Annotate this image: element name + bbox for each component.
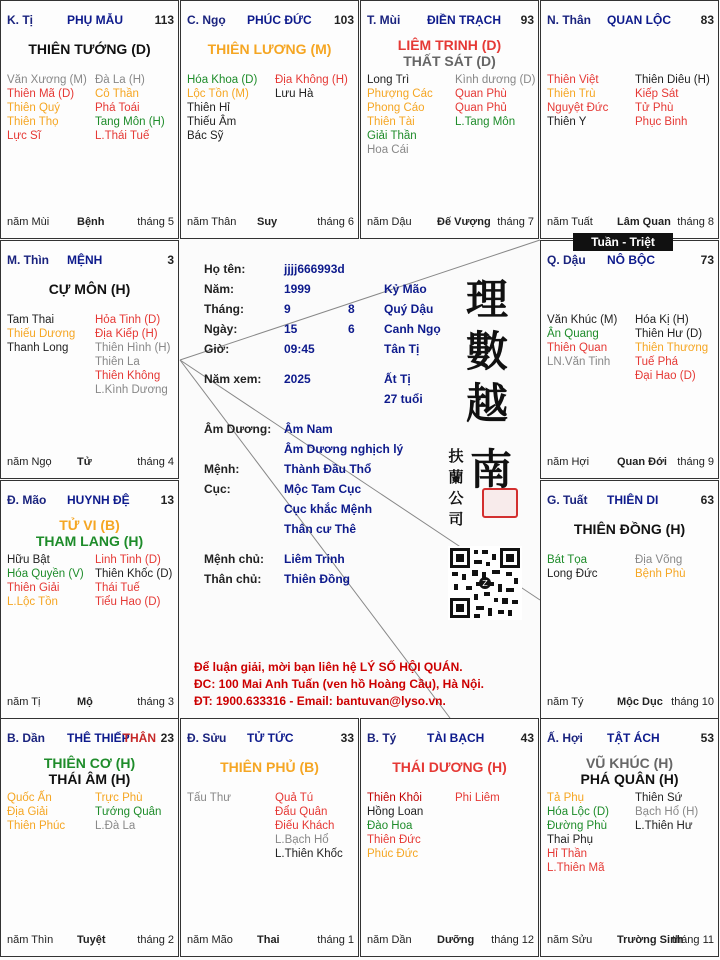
palace-header bbox=[547, 731, 714, 747]
minor-star: Hỏa Tinh (D) bbox=[95, 314, 161, 326]
minor-star: Hồng Loan bbox=[367, 806, 424, 818]
palace-header bbox=[7, 253, 174, 269]
minor-star: Thai Phụ bbox=[547, 834, 594, 846]
footer-year: năm Ngọ bbox=[7, 456, 52, 468]
footer-year: năm Thân bbox=[187, 216, 237, 228]
minor-star: Địa Kiếp (H) bbox=[95, 328, 158, 340]
footer-stage: Suy bbox=[257, 216, 278, 228]
seal-char: 司 bbox=[448, 510, 464, 528]
minor-star: L.Thiên Khốc bbox=[275, 848, 343, 860]
minor-star: Tam Thai bbox=[7, 314, 55, 326]
minor-star: Hóa Kị (H) bbox=[635, 314, 689, 326]
info-value: 27 tuổi bbox=[384, 392, 423, 406]
minor-star: Thiên La bbox=[95, 356, 140, 368]
main-star: LIÊM TRINH (D) bbox=[397, 37, 502, 53]
palace-footer bbox=[7, 216, 174, 230]
palace-cell-ty[interactable] bbox=[0, 0, 179, 239]
info-label: Mệnh chủ: bbox=[204, 552, 264, 566]
minor-star: Địa Giải bbox=[7, 806, 48, 818]
minor-star: Thiên Tài bbox=[367, 116, 415, 128]
minor-stars-left bbox=[547, 313, 617, 369]
minor-star: Nguyệt Đức bbox=[547, 102, 609, 114]
footer-stage: Quan Đới bbox=[617, 456, 667, 468]
palace-age: 113 bbox=[154, 13, 174, 27]
info-value: Ất Tị bbox=[384, 372, 411, 386]
branch-label: Q. Dậu bbox=[547, 253, 586, 267]
info-value: 9 bbox=[284, 302, 291, 316]
main-star: THÁI DƯƠNG (H) bbox=[392, 759, 507, 775]
minor-star: Thiên Quan bbox=[547, 342, 608, 354]
minor-star: Phong Cáo bbox=[367, 102, 425, 114]
minor-stars-left bbox=[547, 73, 608, 129]
minor-star: Địa Võng bbox=[635, 554, 683, 566]
minor-star: Quả Tú bbox=[275, 792, 314, 804]
minor-star: Trực Phù bbox=[95, 792, 143, 804]
minor-star: Lộc Tồn (M) bbox=[187, 88, 249, 100]
palace-header bbox=[7, 731, 174, 747]
palace-cell-dan[interactable] bbox=[0, 718, 179, 957]
info-value: 6 bbox=[348, 322, 355, 336]
palace-cell-suu[interactable] bbox=[180, 718, 359, 957]
palace-cell-than[interactable] bbox=[540, 0, 719, 239]
footer-year: năm Dần bbox=[367, 934, 412, 946]
minor-star: L.Thiên Mã bbox=[547, 862, 605, 874]
minor-star: Thiên Quý bbox=[7, 102, 61, 114]
info-label: Ngày: bbox=[204, 322, 238, 336]
main-star: THIÊN LƯƠNG (M) bbox=[207, 41, 332, 57]
minor-star: L.Kình Dương bbox=[95, 384, 168, 396]
minor-star: Tử Phù bbox=[635, 102, 674, 114]
seal-text bbox=[446, 446, 466, 530]
footer-stage: Thai bbox=[257, 934, 280, 946]
main-star: TỬ VI (B) bbox=[59, 517, 120, 533]
seal-char: 扶 bbox=[448, 447, 464, 465]
branch-label: Đ. Sửu bbox=[187, 731, 227, 745]
palace-name: THÊ THIẾP bbox=[67, 731, 130, 745]
seal-char: 蘭 bbox=[448, 468, 464, 486]
palace-name: HUYNH ĐỆ bbox=[67, 493, 130, 507]
minor-stars-right bbox=[275, 791, 343, 861]
footer-stage: Mộc Dục bbox=[617, 696, 663, 708]
palace-header bbox=[187, 731, 354, 747]
palace-footer bbox=[547, 216, 714, 230]
minor-star: Thiên Diêu (H) bbox=[635, 74, 710, 86]
minor-star: Thiên Hỉ bbox=[187, 102, 230, 114]
footer-month: tháng 5 bbox=[137, 216, 174, 228]
minor-star: Hoa Cái bbox=[367, 144, 409, 156]
minor-star: Hữu Bật bbox=[7, 554, 50, 566]
footer-year: năm Dậu bbox=[367, 216, 412, 228]
palace-footer bbox=[7, 696, 174, 710]
branch-label: G. Tuất bbox=[547, 493, 588, 507]
minor-star: Bệnh Phù bbox=[635, 568, 686, 580]
minor-star: Bạch Hổ (H) bbox=[635, 806, 699, 818]
palace-age: 63 bbox=[700, 493, 714, 507]
minor-star: Điếu Khách bbox=[275, 820, 335, 832]
minor-star: Thiên Phúc bbox=[7, 820, 66, 832]
minor-stars-right bbox=[275, 73, 348, 101]
minor-star: Lực Sĩ bbox=[7, 130, 41, 142]
minor-star: L.Tang Môn bbox=[455, 116, 516, 128]
minor-star: Văn Xương (M) bbox=[7, 74, 87, 86]
branch-label: T. Mùi bbox=[367, 13, 401, 27]
minor-stars-left bbox=[547, 553, 598, 581]
minor-stars-right bbox=[455, 791, 500, 805]
palace-footer bbox=[367, 216, 534, 230]
palace-age: 103 bbox=[333, 13, 354, 27]
minor-star: Đường Phù bbox=[547, 820, 607, 832]
minor-star: Thanh Long bbox=[7, 342, 69, 354]
palace-header bbox=[367, 731, 534, 747]
calli-char: 數 bbox=[466, 327, 509, 376]
palace-footer bbox=[187, 216, 354, 230]
info-value: Quý Dậu bbox=[384, 302, 434, 316]
footer-year: năm Thìn bbox=[7, 934, 54, 946]
red-seal-stamp bbox=[482, 488, 518, 518]
palace-age: 73 bbox=[700, 253, 714, 267]
palace-name: THIÊN DI bbox=[607, 493, 659, 507]
palace-cell-mao[interactable] bbox=[0, 480, 179, 719]
footer-month: tháng 12 bbox=[491, 934, 534, 946]
contact-line-1: Để luận giải, mời bạn liên hệ LÝ SỐ HỘI QUÁN. bbox=[194, 660, 463, 674]
main-star: THÁI ÂM (H) bbox=[48, 771, 131, 787]
minor-star: Thiên Giải bbox=[7, 582, 60, 594]
palace-header bbox=[547, 253, 714, 269]
main-star: THIÊN CƠ (H) bbox=[43, 755, 136, 771]
info-value: 2025 bbox=[284, 372, 311, 386]
calli-char: 理 bbox=[466, 275, 509, 324]
minor-star: Hóa Khoa (D) bbox=[187, 74, 258, 86]
palace-header bbox=[7, 13, 174, 29]
minor-star: Hóa Lộc (D) bbox=[547, 806, 609, 818]
info-label: Tháng: bbox=[204, 302, 244, 316]
minor-star: Hỉ Thần bbox=[547, 848, 588, 860]
palace-age: 53 bbox=[700, 731, 714, 745]
palace-age: 33 bbox=[340, 731, 354, 745]
minor-star: Văn Khúc (M) bbox=[547, 314, 618, 326]
palace-footer bbox=[367, 934, 534, 948]
minor-stars-left bbox=[7, 73, 87, 143]
minor-star: Linh Tinh (D) bbox=[95, 554, 161, 566]
minor-star: Thiên Hư (D) bbox=[635, 328, 703, 340]
minor-star: L.Đà La bbox=[95, 820, 136, 832]
footer-stage: Dưỡng bbox=[437, 934, 475, 946]
minor-stars-right bbox=[95, 313, 170, 397]
minor-stars-left bbox=[187, 791, 231, 805]
main-star: PHÁ QUÂN (H) bbox=[580, 771, 679, 787]
footer-stage: Đế Vượng bbox=[437, 216, 491, 228]
minor-stars-left bbox=[367, 791, 423, 861]
minor-stars-left bbox=[547, 791, 609, 875]
palace-age: 3 bbox=[167, 253, 174, 267]
minor-star: Quan Phủ bbox=[455, 102, 507, 114]
palace-header bbox=[367, 13, 534, 29]
main-star: VŨ KHÚC (H) bbox=[585, 755, 674, 771]
footer-stage: Tử bbox=[77, 456, 92, 468]
minor-star: Kiếp Sát bbox=[635, 88, 679, 100]
main-star: THIÊN ĐỒNG (H) bbox=[573, 521, 686, 537]
palace-cell-ty2[interactable] bbox=[360, 718, 539, 957]
tuan-triet-badge: Tuần - Triệt bbox=[573, 233, 673, 251]
minor-star: Giải Thần bbox=[367, 130, 417, 142]
minor-star: Bát Tọa bbox=[547, 554, 588, 566]
footer-month: tháng 7 bbox=[497, 216, 534, 228]
calli-char: 越 bbox=[466, 379, 509, 428]
info-value: Thành Đầu Thổ bbox=[284, 462, 372, 476]
palace-age: 43 bbox=[520, 731, 534, 745]
calligraphy-title bbox=[466, 274, 508, 430]
minor-star: Quan Phù bbox=[455, 88, 507, 100]
palace-footer bbox=[547, 456, 714, 470]
info-value: Tân Tị bbox=[384, 342, 420, 356]
footer-year: năm Hợi bbox=[547, 456, 590, 468]
footer-year: năm Mùi bbox=[7, 216, 50, 228]
info-value: Thân cư Thê bbox=[284, 522, 357, 536]
minor-star: Tấu Thư bbox=[187, 792, 231, 804]
minor-star: Đào Hoa bbox=[367, 820, 413, 832]
palace-name: NÔ BỘC bbox=[607, 253, 655, 267]
minor-star: Tướng Quân bbox=[95, 806, 162, 818]
footer-month: tháng 4 bbox=[137, 456, 174, 468]
minor-star: Quốc Ấn bbox=[7, 792, 52, 804]
footer-month: tháng 8 bbox=[677, 216, 714, 228]
minor-stars-right bbox=[95, 73, 165, 143]
minor-star: Cô Thần bbox=[95, 88, 139, 100]
branch-label: B. Dần bbox=[7, 731, 46, 745]
minor-star: Thiên Trù bbox=[547, 88, 596, 100]
svg-text:Z: Z bbox=[482, 579, 488, 588]
info-label: Thân chủ: bbox=[204, 572, 262, 586]
info-value: 09:45 bbox=[284, 342, 315, 356]
footer-month: tháng 1 bbox=[317, 934, 354, 946]
palace-footer bbox=[547, 696, 714, 710]
info-label: Cục: bbox=[204, 482, 231, 496]
minor-star: Thiên Việt bbox=[547, 74, 599, 86]
info-value: Thiên Đồng bbox=[284, 572, 350, 586]
info-label: Năm xem: bbox=[204, 372, 262, 386]
footer-year: năm Tị bbox=[7, 696, 41, 708]
minor-star: L.Bạch Hổ bbox=[275, 834, 329, 846]
minor-star: Phục Binh bbox=[635, 116, 688, 128]
minor-star: Thiên Khôi bbox=[367, 792, 422, 804]
info-value: Kỷ Mão bbox=[384, 282, 427, 296]
footer-year: năm Tý bbox=[547, 696, 584, 708]
minor-stars-right bbox=[635, 553, 686, 581]
minor-stars-left bbox=[7, 791, 65, 833]
contact-line-2: ĐC: 100 Mai Anh Tuấn (ven hồ Hoàng Cầu), Hà Nội. bbox=[194, 677, 485, 691]
minor-star: L.Lộc Tồn bbox=[7, 596, 58, 608]
branch-label: B. Tý bbox=[367, 731, 397, 745]
minor-star: L.Thiên Hư bbox=[635, 820, 693, 832]
branch-label: C. Ngọ bbox=[187, 13, 226, 27]
footer-year: năm Sửu bbox=[547, 934, 593, 946]
branch-label: M. Thìn bbox=[7, 253, 49, 267]
minor-star: L.Thái Tuế bbox=[95, 130, 150, 142]
footer-month: tháng 9 bbox=[677, 456, 714, 468]
minor-star: Thiếu Âm bbox=[187, 116, 237, 128]
palace-footer bbox=[7, 456, 174, 470]
minor-star: Tả Phụ bbox=[547, 792, 585, 804]
info-value: Liêm Trinh bbox=[284, 552, 345, 566]
footer-month: tháng 2 bbox=[137, 934, 174, 946]
footer-stage: Bệnh bbox=[77, 216, 105, 228]
palace-name: PHÚC ĐỨC bbox=[247, 13, 312, 27]
palace-footer bbox=[547, 934, 714, 948]
info-value: Âm Nam bbox=[284, 422, 333, 436]
info-value: 1999 bbox=[284, 282, 311, 296]
palace-cell-thin[interactable] bbox=[0, 240, 179, 479]
minor-star: Thiên Mã (D) bbox=[7, 88, 75, 100]
minor-star: Long Trì bbox=[367, 74, 410, 86]
minor-stars-left bbox=[7, 553, 84, 609]
palace-footer bbox=[7, 934, 174, 948]
minor-star: Phượng Các bbox=[367, 88, 433, 100]
palace-header bbox=[7, 493, 174, 509]
info-label: Âm Dương: bbox=[204, 422, 272, 436]
minor-stars-right bbox=[635, 791, 698, 833]
info-value: Cục khắc Mệnh bbox=[284, 502, 373, 516]
minor-star: Ân Quang bbox=[547, 328, 599, 340]
info-value: Canh Ngọ bbox=[384, 322, 441, 336]
main-star: THẤT SÁT (D) bbox=[403, 53, 496, 69]
palace-footer bbox=[187, 934, 354, 948]
info-value: jjjj666993d bbox=[284, 262, 345, 276]
minor-stars-right bbox=[95, 791, 161, 833]
qr-code[interactable] bbox=[448, 546, 522, 620]
minor-star: Thiên Y bbox=[547, 116, 587, 128]
info-value: Mộc Tam Cục bbox=[284, 482, 362, 496]
minor-star: LN.Văn Tinh bbox=[547, 356, 611, 368]
info-label: Họ tên: bbox=[204, 262, 246, 276]
info-value: 8 bbox=[348, 302, 355, 316]
calligraphy-nam: 南 bbox=[470, 445, 513, 494]
palace-name: QUAN LỘC bbox=[607, 13, 671, 27]
minor-star: Thiên Sứ bbox=[635, 792, 683, 804]
footer-month: tháng 10 bbox=[671, 696, 714, 708]
palace-name: TỬ TỨC bbox=[247, 731, 294, 745]
minor-star: Tiểu Hao (D) bbox=[95, 596, 161, 608]
minor-star: Phi Liêm bbox=[455, 792, 500, 804]
palace-name: ĐIỀN TRẠCH bbox=[427, 13, 501, 27]
footer-stage: Mộ bbox=[77, 696, 93, 708]
palace-header bbox=[187, 13, 354, 29]
minor-star: Tang Môn (H) bbox=[95, 116, 165, 128]
main-star: THIÊN TƯỚNG (D) bbox=[28, 41, 151, 57]
minor-star: Thiên Thương bbox=[635, 342, 709, 354]
minor-star: Lưu Hà bbox=[275, 88, 314, 100]
main-star: THIÊN PHỦ (B) bbox=[220, 759, 319, 775]
seal-char: 公 bbox=[448, 489, 464, 507]
branch-label: Ấ. Hợi bbox=[547, 731, 583, 745]
palace-name: TÀI BẠCH bbox=[427, 731, 485, 745]
footer-month: tháng 3 bbox=[137, 696, 174, 708]
main-star: THAM LANG (H) bbox=[35, 533, 144, 549]
minor-star: Đẩu Quân bbox=[275, 806, 328, 818]
branch-label: Đ. Mão bbox=[7, 493, 47, 507]
info-value: 15 bbox=[284, 322, 298, 336]
minor-star: Tuế Phá bbox=[635, 356, 679, 368]
minor-star: Đại Hao (D) bbox=[635, 370, 696, 382]
palace-cell-dau[interactable] bbox=[540, 240, 719, 479]
minor-star: Long Đức bbox=[547, 568, 598, 580]
palace-age: 83 bbox=[700, 13, 714, 27]
palace-age: 13 bbox=[160, 493, 174, 507]
footer-stage: Trường Sinh bbox=[617, 934, 684, 946]
footer-stage: Lâm Quan bbox=[617, 216, 671, 228]
minor-star: Hóa Quyền (V) bbox=[7, 568, 84, 580]
minor-stars-left bbox=[187, 73, 257, 143]
main-star: CỰ MÔN (H) bbox=[48, 281, 131, 297]
footer-year: năm Tuất bbox=[547, 216, 593, 228]
footer-year: năm Mão bbox=[187, 934, 233, 946]
palace-cell-hoi[interactable] bbox=[540, 718, 719, 957]
minor-stars-right bbox=[635, 73, 710, 129]
minor-star: Phá Toái bbox=[95, 102, 140, 114]
center-info-panel bbox=[180, 240, 539, 718]
footer-month: tháng 11 bbox=[671, 934, 714, 946]
info-label: Mệnh: bbox=[204, 462, 240, 476]
info-value: Âm Dương nghịch lý bbox=[284, 442, 404, 456]
minor-star: Bác Sỹ bbox=[187, 130, 224, 142]
minor-star: Thiếu Dương bbox=[7, 328, 76, 340]
minor-star: Thiên Thọ bbox=[7, 116, 59, 128]
minor-stars-right bbox=[95, 553, 172, 609]
palace-header bbox=[547, 493, 714, 509]
minor-star: Thái Tuế bbox=[95, 582, 140, 594]
minor-star: Thiên Không bbox=[95, 370, 161, 382]
minor-star: Địa Không (H) bbox=[275, 74, 348, 86]
palace-cell-ngo[interactable] bbox=[180, 0, 359, 239]
minor-stars-left bbox=[367, 73, 433, 157]
minor-star: Thiên Hình (H) bbox=[95, 342, 171, 354]
minor-star: Thiên Khốc (D) bbox=[95, 568, 173, 580]
minor-star: Thiên Đức bbox=[367, 834, 421, 846]
contact-line-3: ĐT: 1900.633316 - Email: bantuvan@lyso.vn. bbox=[194, 694, 446, 708]
info-label: Năm: bbox=[204, 282, 235, 296]
palace-header bbox=[547, 13, 714, 29]
palace-cell-tuat[interactable] bbox=[540, 480, 719, 719]
than-marker: THÂN bbox=[122, 731, 156, 745]
minor-stars-right bbox=[455, 73, 535, 129]
minor-star: Đà La (H) bbox=[95, 74, 145, 86]
minor-star: Phúc Đức bbox=[367, 848, 419, 860]
footer-stage: Tuyệt bbox=[77, 934, 106, 946]
branch-label: N. Thân bbox=[547, 13, 591, 27]
palace-age: 93 bbox=[520, 13, 534, 27]
minor-stars-right bbox=[635, 313, 708, 383]
info-label: Giờ: bbox=[204, 342, 230, 356]
palace-name: MỆNH bbox=[67, 253, 103, 267]
minor-stars-left bbox=[7, 313, 75, 355]
palace-cell-mui[interactable] bbox=[360, 0, 539, 239]
footer-month: tháng 6 bbox=[317, 216, 354, 228]
minor-star: Kình dương (D) bbox=[455, 74, 536, 86]
palace-name: TẬT ÁCH bbox=[607, 731, 660, 745]
palace-name: PHỤ MẪU bbox=[67, 13, 123, 27]
branch-label: K. Tị bbox=[7, 13, 33, 27]
palace-age: 23 bbox=[160, 731, 174, 745]
